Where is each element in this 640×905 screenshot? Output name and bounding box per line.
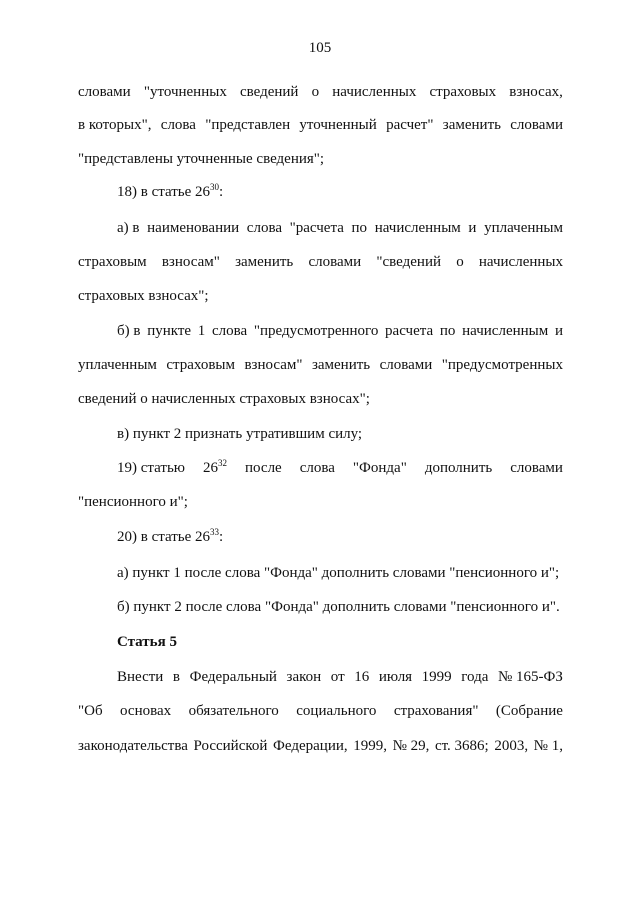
word: июля bbox=[378, 669, 413, 685]
word: расчет" bbox=[386, 117, 434, 133]
text-line-1 bbox=[78, 82, 563, 102]
word: в которых", bbox=[78, 117, 152, 133]
word: "предусмотренного bbox=[253, 323, 379, 339]
word: расчета bbox=[385, 323, 434, 339]
text-line-16: б) пункт 2 после слова "Фонда" дополнить словами "пенсионного и". bbox=[117, 599, 560, 615]
word: "Об bbox=[78, 703, 103, 719]
word: заменить bbox=[311, 357, 371, 373]
word: слова bbox=[211, 323, 248, 339]
word: № 165-ФЗ bbox=[498, 669, 563, 685]
word: начисленных bbox=[478, 254, 563, 270]
word: взносам" bbox=[244, 357, 303, 373]
word: о bbox=[456, 254, 464, 270]
word: пункте bbox=[147, 323, 192, 339]
word: сведений bbox=[239, 84, 299, 100]
word: "уточненных bbox=[143, 84, 227, 100]
item-19-word: словами bbox=[510, 460, 563, 476]
word: и bbox=[554, 323, 563, 339]
word: 1999, bbox=[353, 738, 387, 754]
word: № 29, bbox=[392, 738, 430, 754]
word: № 1, bbox=[533, 738, 563, 754]
word: уплаченным bbox=[78, 357, 157, 373]
word: начисленным bbox=[374, 220, 461, 236]
word: 2003, bbox=[494, 738, 529, 754]
text-line-13: "пенсионного и"; bbox=[78, 494, 188, 510]
word: Российской bbox=[193, 738, 268, 754]
item-20-text: 20) в статье 26 bbox=[117, 529, 211, 545]
word: закон bbox=[286, 669, 322, 685]
word: страхования" bbox=[393, 703, 479, 719]
word: от bbox=[330, 669, 345, 685]
text-line-19 bbox=[78, 701, 563, 721]
word: Федерации, bbox=[273, 738, 348, 754]
text-line-8 bbox=[117, 321, 563, 341]
item-19-article: $26^{32}$ bbox=[203, 458, 228, 476]
word: "расчета bbox=[289, 220, 344, 236]
word: обязательного bbox=[188, 703, 279, 719]
item-19-word: дополнить bbox=[424, 460, 493, 476]
word: по bbox=[439, 323, 456, 339]
article-5-heading: Статья 5 bbox=[117, 634, 177, 650]
word: о bbox=[311, 84, 320, 100]
word: взносам" bbox=[161, 254, 220, 270]
word: 1 bbox=[197, 323, 206, 339]
text-line-5 bbox=[117, 218, 563, 238]
item-20-sup: 33 bbox=[210, 527, 220, 537]
word: словами bbox=[308, 254, 362, 270]
item-19-word: слова bbox=[299, 460, 335, 476]
word: основах bbox=[120, 703, 172, 719]
word: уплаченным bbox=[484, 220, 563, 236]
word: начисленным bbox=[462, 323, 549, 339]
word: начисленных bbox=[332, 84, 417, 100]
word: года bbox=[461, 669, 489, 685]
text-line-9 bbox=[78, 355, 563, 375]
item-20-colon: : bbox=[219, 529, 224, 545]
word: 1999 bbox=[421, 669, 452, 685]
word: ст. 3686; bbox=[434, 738, 489, 754]
word: б) в bbox=[117, 323, 141, 339]
word: и bbox=[468, 220, 477, 236]
item-19-line bbox=[117, 458, 563, 478]
word: а) в bbox=[117, 220, 140, 236]
word: уточненный bbox=[299, 117, 377, 133]
word: слова bbox=[160, 117, 196, 133]
item-18-colon: : bbox=[219, 184, 224, 200]
word: страховых bbox=[429, 84, 497, 100]
item-18-heading bbox=[117, 182, 563, 202]
item-18-sup: 30 bbox=[210, 182, 220, 192]
text-line-10: сведений о начисленных страховых взносах"; bbox=[78, 391, 370, 407]
text-line-11: в) пункт 2 признать утратившим силу; bbox=[117, 426, 363, 442]
word: социального bbox=[296, 703, 377, 719]
word: законодательства bbox=[78, 738, 188, 754]
word: страховым bbox=[166, 357, 235, 373]
word: "предусмотренных bbox=[441, 357, 563, 373]
word: словами bbox=[510, 117, 563, 133]
item-19-pre: 19) статью bbox=[117, 460, 186, 476]
word: наименовании bbox=[147, 220, 240, 236]
word: по bbox=[351, 220, 368, 236]
word: Внести bbox=[117, 669, 164, 685]
word: 16 bbox=[354, 669, 370, 685]
word: заменить bbox=[235, 254, 294, 270]
text-line-18 bbox=[117, 667, 563, 687]
word: Федеральный bbox=[189, 669, 277, 685]
word: (Собрание bbox=[495, 703, 563, 719]
word: слова bbox=[246, 220, 282, 236]
text-line-2 bbox=[78, 115, 563, 135]
text-line-20 bbox=[78, 736, 563, 756]
item-19-word: "Фонда" bbox=[352, 460, 407, 476]
word: словами bbox=[379, 357, 433, 373]
word: заменить bbox=[442, 117, 501, 133]
word: словами bbox=[78, 84, 131, 100]
word: "представлен bbox=[205, 117, 291, 133]
item-19-word: после bbox=[245, 460, 282, 476]
word: "сведений bbox=[376, 254, 441, 270]
page-number: 105 bbox=[308, 40, 332, 56]
word: взносах, bbox=[509, 84, 563, 100]
text-line-7: страховых взносах"; bbox=[78, 288, 209, 304]
item-20-heading bbox=[117, 527, 563, 547]
text-line-3: "представлены уточненные сведения"; bbox=[78, 151, 325, 167]
item-18-text: 18) в статье 26 bbox=[117, 184, 211, 200]
text-line-6 bbox=[78, 252, 563, 272]
word: страховым bbox=[78, 254, 147, 270]
text-line-15: а) пункт 1 после слова "Фонда" дополнить словами "пенсионного и"; bbox=[117, 565, 560, 581]
word: в bbox=[172, 669, 180, 685]
